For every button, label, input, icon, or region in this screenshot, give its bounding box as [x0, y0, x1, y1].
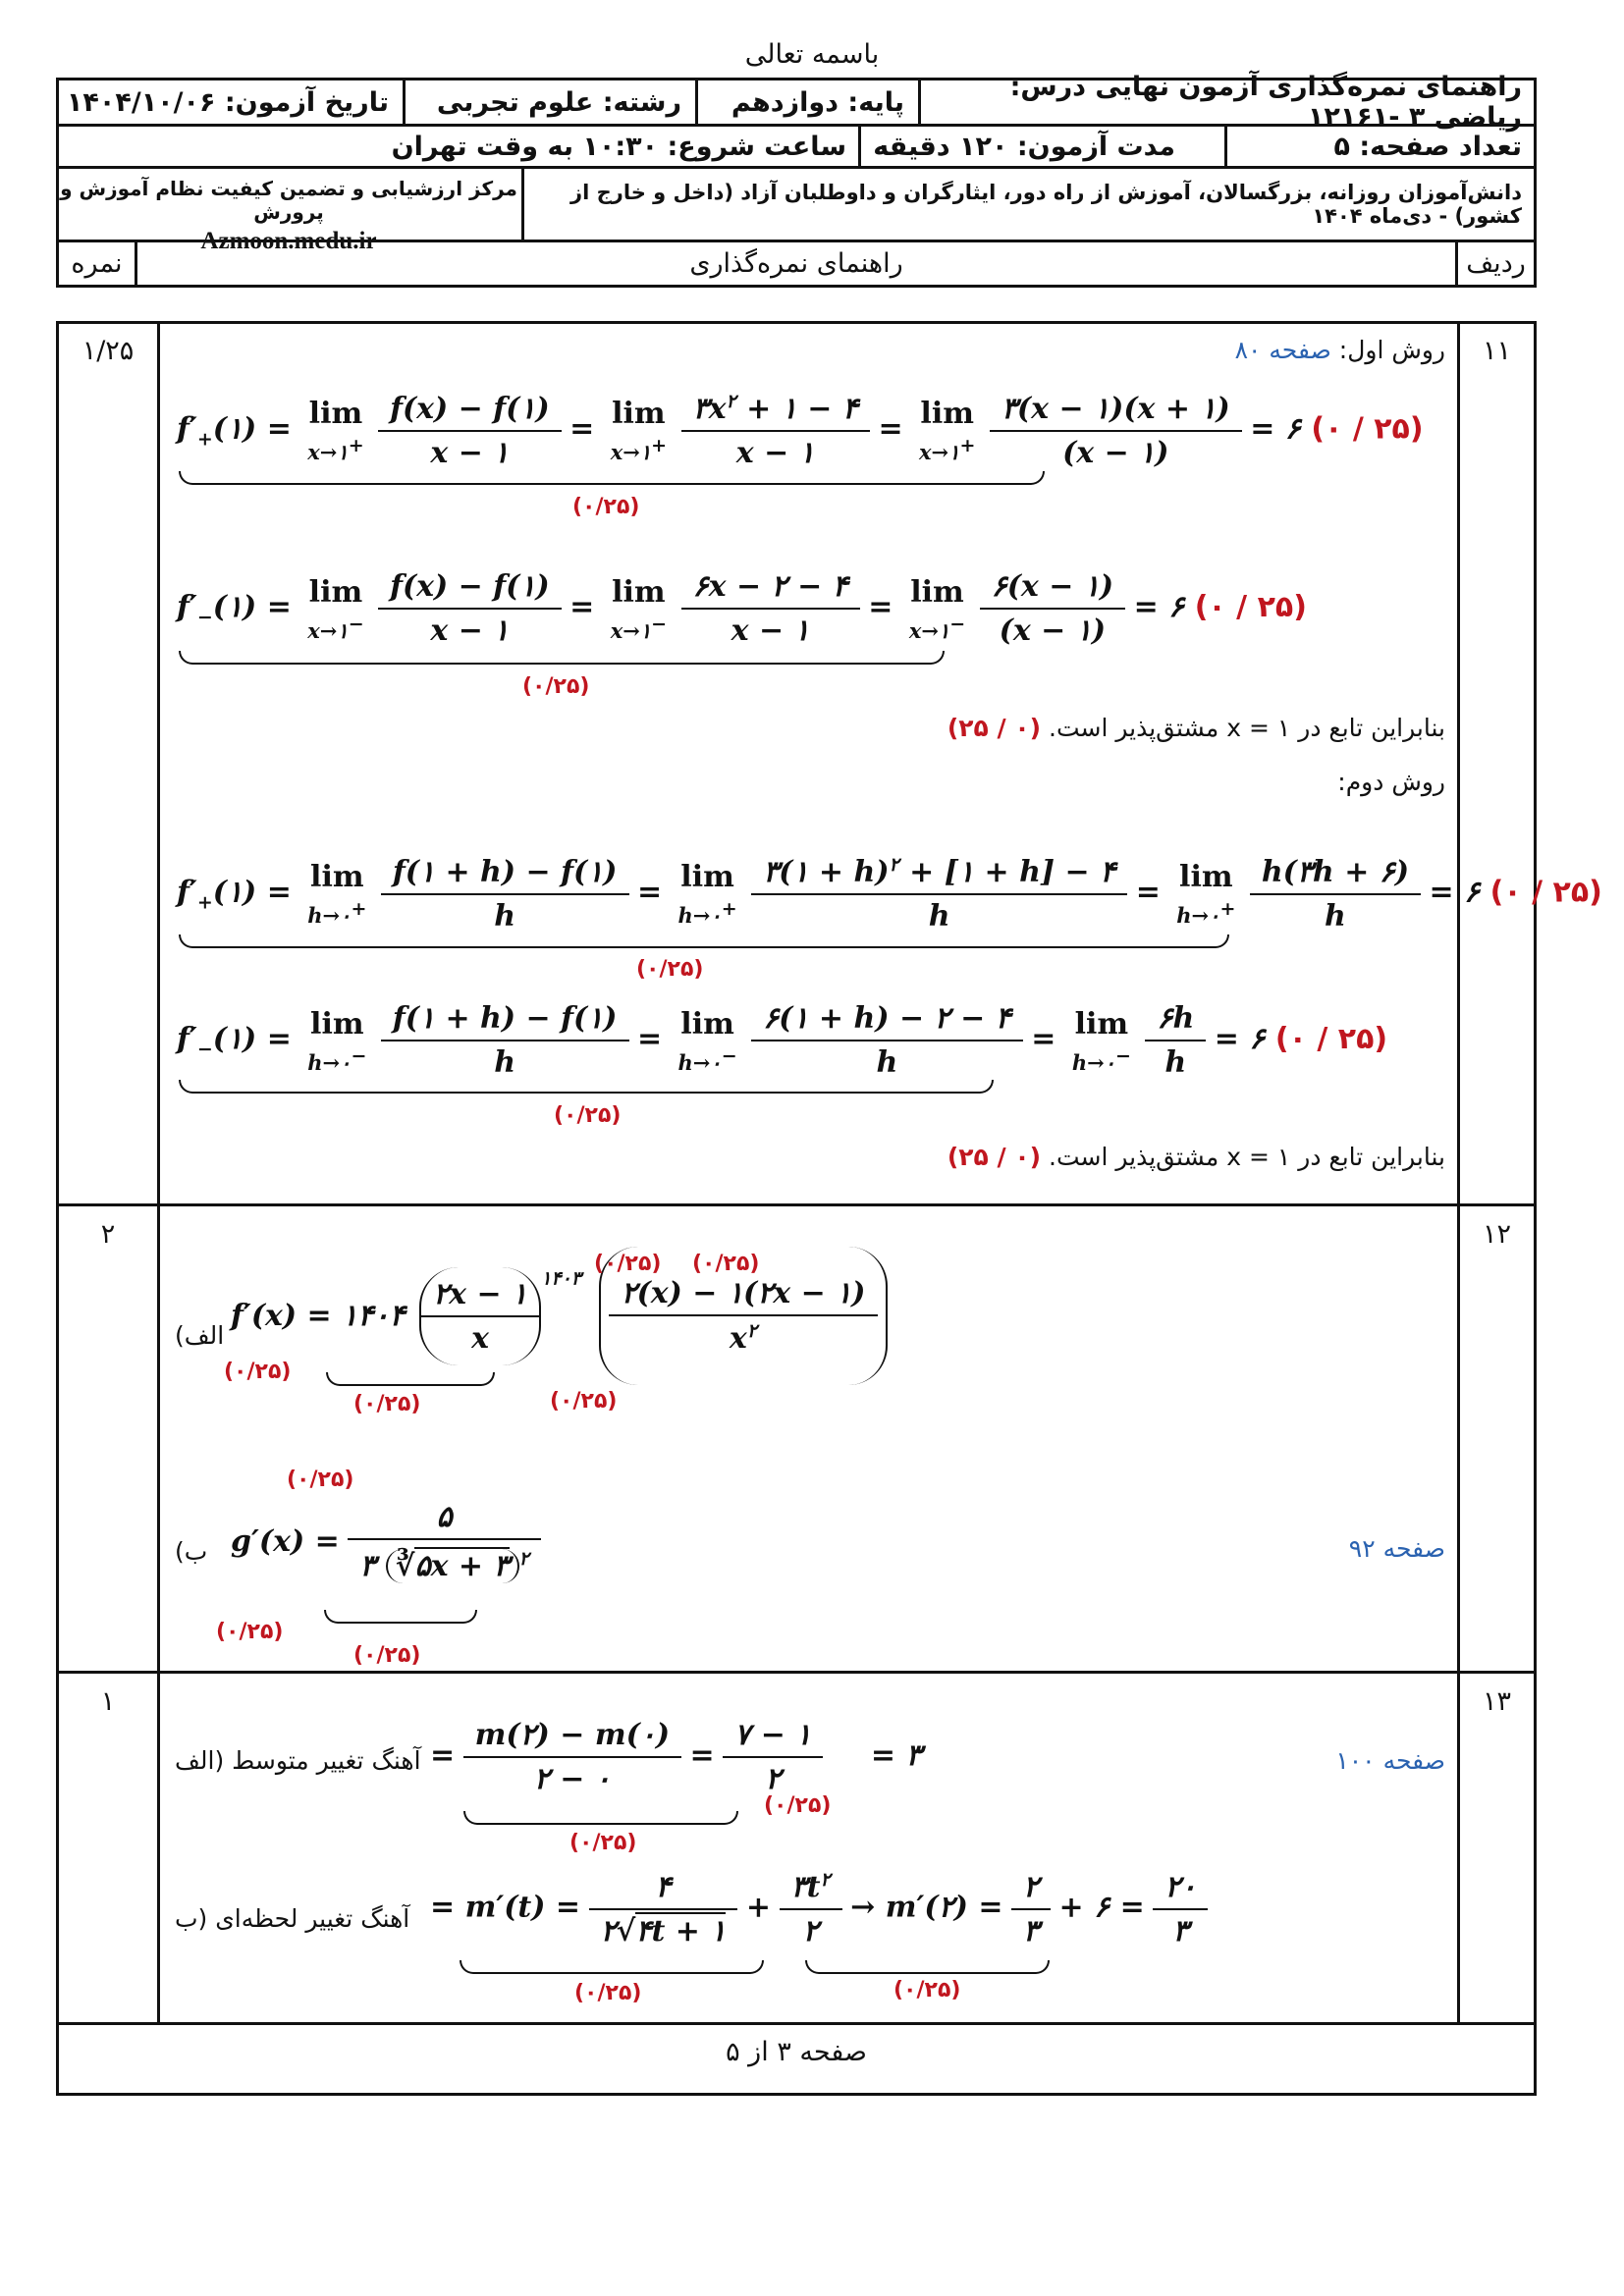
q11-conclusion2-line	[947, 1143, 1445, 1171]
q13-page-ref: صفحه ۱۰۰	[1335, 1746, 1445, 1775]
q11-mark-line2-brace: (۰/۲۵)	[522, 674, 590, 699]
q12a-mark-den: (۰/۲۵)	[550, 1389, 618, 1414]
q11-mark-conclusion1: (۰ / ۲۵)	[947, 714, 1042, 742]
q11-mark-line4-brace: (۰/۲۵)	[554, 1103, 622, 1128]
q11-line1-formula: $f'_+(۱)$ = lim x→۱+ $\frac{f(x) - f(۱)}{x - ۱}$ = lim x→۱+ $\frac{۳x^۲ + ۱ - ۴}{x - ۱}$ = lim x→۱+ $\frac{۳(x - ۱)(x + ۱)}{(x - ۱)}$ = ۶ (۰ / ۲۵)	[177, 391, 1424, 470]
q13-score: ۱	[100, 1686, 116, 1717]
q11-page-ref: صفحه ۸۰	[1234, 336, 1331, 364]
duration: مدت آزمون: ۱۲۰ دقیقه	[858, 127, 1227, 166]
grade: پایه: دوازدهم	[695, 80, 921, 124]
q13b-brace-derivative	[460, 1960, 764, 1974]
q11-line1-brace	[179, 471, 1045, 485]
q12-number: ۱۲	[1482, 1219, 1511, 1250]
q11-line2-brace	[179, 651, 945, 665]
answer-table	[56, 321, 1602, 2096]
q11-conclusion1-line	[947, 714, 1445, 742]
q12b-mark-three: (۰/۲۵)	[216, 1620, 284, 1644]
header-box	[56, 72, 1537, 288]
q11-conclusion2: بنابراین تابع در x = ۱ مشتق‌پذیر است.	[1049, 1143, 1445, 1171]
guide-title: راهنمای نمره‌گذاری آزمون نهایی درس: ریاضی ۳ -۱۲۱۶۱	[1009, 72, 1522, 133]
q11-mark-line2: (۰ / ۲۵)	[1194, 590, 1307, 624]
q13-part-b-label: آهنگ تغییر لحظه‌ای (ب	[175, 1904, 410, 1933]
website: Azmoon.medu.ir	[200, 228, 377, 254]
q12b-brace-root	[324, 1610, 477, 1624]
q13a-mark-result: (۰/۲۵)	[764, 1793, 832, 1818]
audience: دانش‌آموزان روزانه، بزرگسالان، آموزش از راه دور، ایثارگران و داوطلبان آزاد (داخل و خارج از کشور) - دی‌ماه ۱۴۰۴	[570, 181, 1522, 228]
q11-method1-line	[1235, 336, 1445, 364]
q13a-mark-brace: (۰/۲۵)	[569, 1831, 637, 1855]
q12a-mark-top2: (۰/۲۵)	[692, 1252, 760, 1276]
q13-part-a-formula: = $\frac{m(۲) - m(۰)}{۲ - ۰}$ = $\frac{۷ - ۱}{۲}$ = ۳	[430, 1718, 922, 1796]
q13-part-a-label: آهنگ تغییر متوسط (الف	[175, 1746, 421, 1775]
q11-mark-conclusion2: (۰ / ۲۵)	[947, 1143, 1042, 1171]
q12-part-a-label: الف)	[175, 1321, 225, 1350]
q12-score: ۲	[100, 1219, 116, 1250]
q12-part-a-formula: f′(x) = ۱۴۰۴ $\frac{۲x - ۱}{x}$ $^{۱۴۰۳}$ $\frac{۲(x) - ۱(۲x - ۱)}{x^۲}$	[231, 1247, 888, 1385]
q11-mark-line1-brace: (۰/۲۵)	[572, 495, 640, 519]
q12a-mark-power: (۰/۲۵)	[353, 1392, 421, 1416]
q12-part-b-label: ب)	[175, 1537, 208, 1566]
q11-line3-formula: $f'_+(۱)$ = lim h→۰+ $\frac{f(۱ + h) - f(۱)}{h}$ = lim h→۰+ $\frac{۳(۱ + h)^۲ + [۱ + h] - ۴}{h}$ = lim h→۰+ $\frac{h(۳h + ۶)}{h}$ = ۶ (۰ / ۲۵)	[177, 854, 1602, 934]
q11-conclusion1: بنابراین تابع در x = ۱ مشتق‌پذیر است.	[1049, 714, 1445, 742]
q13-part-b-formula: = m′(t) = $\frac{۴}{۲√۴t + ۱}$ + $\frac{۳t^۲}{۲}$ → m′(۲) = $\frac{۲}{۳}$ + ۶ = $\frac{۲۰}{۳}$	[430, 1869, 1206, 1949]
q11-line4-brace	[179, 1080, 994, 1094]
q11-method2-label: روش دوم:	[1337, 768, 1445, 796]
q11-mark-line1: (۰ / ۲۵)	[1311, 411, 1424, 447]
q11-method1-label: روش اول:	[1338, 336, 1445, 364]
center-name: مرکز ارزشیابی و تضمین کیفیت نظام آموزش و پرورش	[60, 177, 517, 224]
q13b-mark-value: (۰/۲۵)	[893, 1978, 961, 2002]
q12a-mark-top1: (۰/۲۵)	[594, 1252, 662, 1276]
q11-mark-line3-brace: (۰/۲۵)	[636, 957, 704, 982]
q12-part-b-formula: g′(x) = $\frac{۵}{۳ ∛۵x + ۳ ^۲}$	[231, 1500, 539, 1583]
q13a-brace	[463, 1811, 738, 1825]
page-footer: صفحه ۳ از ۵	[726, 2037, 867, 2067]
q12b-mark-num: (۰/۲۵)	[287, 1468, 354, 1492]
q11-mark-line4: (۰ / ۲۵)	[1274, 1022, 1388, 1056]
q11-line4-formula: $f'_-(۱)$ = lim h→۰− $\frac{f(۱ + h) - f(۱)}{h}$ = lim h→۰− $\frac{۶(۱ + h) - ۲ - ۴}{h}$ = lim h→۰− $\frac{۶h}{h}$ = ۶ (۰ / ۲۵)	[177, 1001, 1388, 1080]
q12b-mark-root: (۰/۲۵)	[353, 1643, 421, 1668]
q11-line3-brace	[179, 934, 1229, 948]
bismillah: باسمه تعالی	[744, 39, 880, 70]
col-guide-header: راهنمای نمره‌گذاری	[689, 248, 903, 279]
col-row-header: ردیف	[1455, 242, 1534, 285]
q11-line2-formula: $f'_-(۱)$ = lim x→۱− $\frac{f(x) - f(۱)}{x - ۱}$ = lim x→۱− $\frac{۶x - ۲ - ۴}{x - ۱}$ = lim x→۱− $\frac{۶(x - ۱)}{(x - ۱)}$ = ۶ (۰ / ۲۵)	[177, 569, 1307, 648]
q12a-brace-power	[326, 1372, 495, 1386]
q11-number: ۱۱	[1482, 336, 1511, 366]
q13b-mark-derivative: (۰/۲۵)	[574, 1981, 642, 2005]
col-score-header: نمره	[59, 242, 137, 285]
q12a-mark-1404: (۰/۲۵)	[224, 1360, 292, 1384]
q13-number: ۱۳	[1482, 1686, 1511, 1717]
exam-date: تاریخ آزمون: ۱۴۰۴/۱۰/۰۶	[59, 80, 406, 124]
page-count: تعداد صفحه: ۵	[1333, 131, 1522, 162]
center-block	[56, 169, 524, 254]
q11-mark-line3: (۰ / ۲۵)	[1489, 875, 1602, 910]
start-time: ساعت شروع: ۱۰:۳۰ به وقت تهران	[391, 131, 846, 162]
field: رشته: علوم تجربی	[436, 86, 681, 118]
q11-score: ۱/۲۵	[81, 336, 135, 366]
q12-page-ref: صفحه ۹۲	[1348, 1534, 1445, 1563]
q13b-brace-value	[805, 1960, 1050, 1974]
